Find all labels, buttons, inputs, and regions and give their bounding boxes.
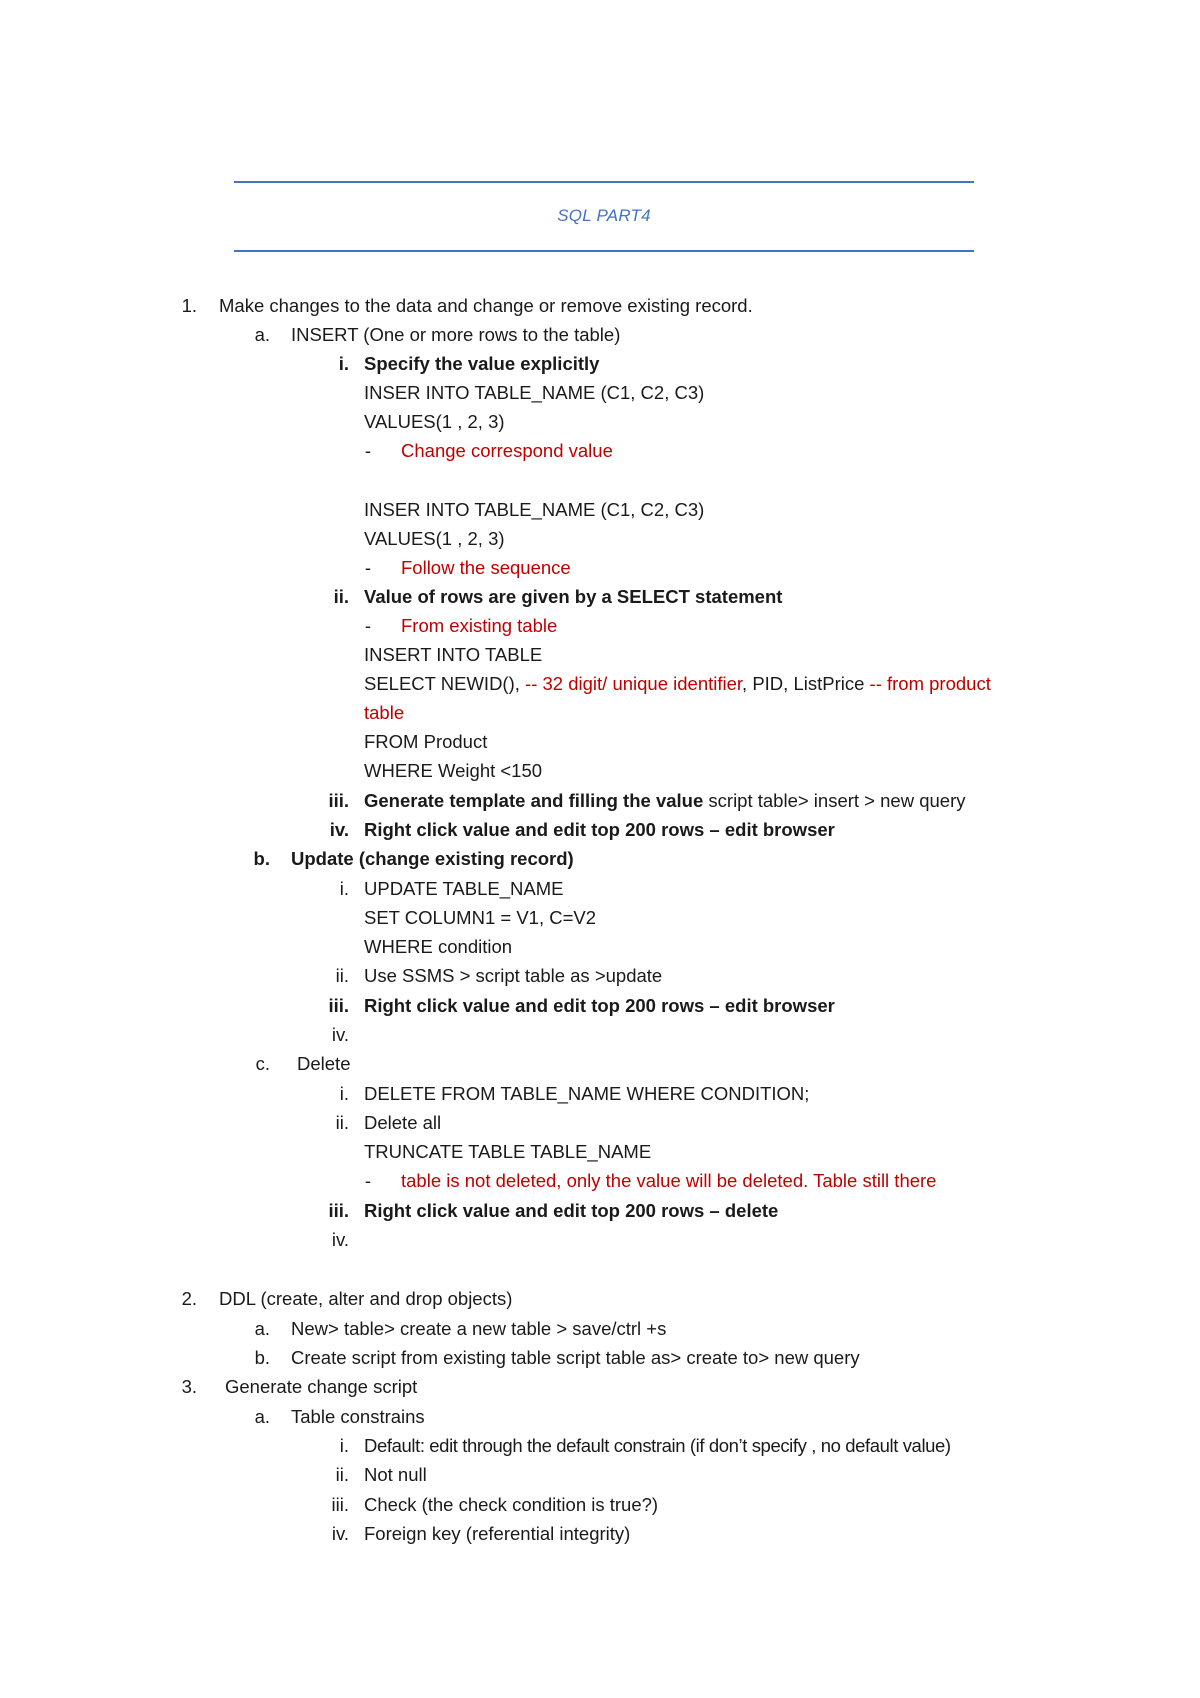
list-item-1c-iii: Right click value and edit top 200 rows – delete xyxy=(364,1200,779,1221)
list-marker: 3. xyxy=(181,1376,197,1397)
list-item-3a-ii: Not null xyxy=(364,1464,427,1485)
list-marker: 2. xyxy=(181,1288,197,1309)
list-marker: 1. xyxy=(181,295,197,316)
code-fragment: SELECT NEWID(), xyxy=(364,673,526,694)
list-item-1b: Update (change existing record) xyxy=(291,848,574,869)
list-marker: iii. xyxy=(331,1494,349,1515)
bold-fragment: Generate template and filling the value xyxy=(364,790,704,811)
list-item-2: DDL (create, alter and drop objects) xyxy=(219,1288,513,1309)
list-marker: iv. xyxy=(331,1229,349,1250)
list-marker: a. xyxy=(254,324,270,345)
list-marker: iii. xyxy=(328,1200,349,1221)
list-item-3a-i: Default: edit through the default constrain (if don’t specify , no default value) xyxy=(364,1435,951,1456)
list-item-1a-iv: Right click value and edit top 200 rows – edit browser xyxy=(364,819,835,840)
note-red: Change correspond value xyxy=(401,440,613,461)
list-marker: iii. xyxy=(328,995,349,1016)
code-line: VALUES(1 , 2, 3) xyxy=(364,528,505,549)
list-marker: ii. xyxy=(335,1464,349,1485)
note-red: From existing table xyxy=(401,615,558,636)
list-marker: i. xyxy=(339,878,349,899)
list-marker: c. xyxy=(255,1053,270,1074)
code-line: INSERT INTO TABLE xyxy=(364,644,543,665)
bottom-rule xyxy=(234,250,974,252)
list-item-2a: New> table> create a new table > save/ctrl +s xyxy=(291,1318,667,1339)
code-line: VALUES(1 , 2, 3) xyxy=(364,411,505,432)
list-marker: iv. xyxy=(329,819,349,840)
list-marker: a. xyxy=(254,1406,270,1427)
code-line: INSER INTO TABLE_NAME (C1, C2, C3) xyxy=(364,382,705,403)
list-item-1b-i: UPDATE TABLE_NAME xyxy=(364,878,564,899)
code-line: TRUNCATE TABLE TABLE_NAME xyxy=(364,1141,652,1162)
list-marker: iv. xyxy=(331,1523,349,1544)
comment-red: -- 32 digit/ unique identifier xyxy=(525,673,743,694)
note-red: table is not deleted, only the value will be deleted. Table still there xyxy=(401,1170,937,1191)
list-item-3a: Table constrains xyxy=(291,1406,425,1427)
list-item-3a-iii: Check (the check condition is true?) xyxy=(364,1494,659,1515)
list-marker: b. xyxy=(253,848,270,869)
list-item-3a-iv: Foreign key (referential integrity) xyxy=(364,1523,631,1544)
dash-marker: - xyxy=(364,1170,371,1191)
list-marker: a. xyxy=(254,1318,270,1339)
code-line: FROM Product xyxy=(364,731,488,752)
list-item-3: Generate change script xyxy=(225,1376,418,1397)
top-rule xyxy=(234,181,974,183)
list-marker: i. xyxy=(339,1083,349,1104)
list-item-1a-i: Specify the value explicitly xyxy=(364,353,600,374)
list-marker: i. xyxy=(339,1435,349,1456)
dash-marker: - xyxy=(364,615,371,636)
list-item-1c-ii: Delete all xyxy=(364,1112,442,1133)
list-marker: ii. xyxy=(333,586,349,607)
list-item-1a-ii: Value of rows are given by a SELECT statement xyxy=(364,586,783,607)
list-marker: iv. xyxy=(331,1024,349,1045)
list-item-2b: Create script from existing table script table as> create to> new query xyxy=(291,1347,860,1368)
code-line: WHERE Weight <150 xyxy=(364,760,543,781)
comment-red: -- from product xyxy=(869,673,991,694)
list-item-1a-iii xyxy=(364,790,965,812)
list-item-1b-iii: Right click value and edit top 200 rows – edit browser xyxy=(364,995,835,1016)
code-line: INSER INTO TABLE_NAME (C1, C2, C3) xyxy=(364,499,705,520)
document-title: SQL PART4 xyxy=(557,206,651,225)
dash-marker: - xyxy=(364,440,371,461)
list-marker: b. xyxy=(254,1347,270,1368)
comment-red: table xyxy=(364,702,405,723)
list-item-1b-ii: Use SSMS > script table as >update xyxy=(364,965,663,986)
list-item-1c: Delete xyxy=(297,1053,351,1074)
code-line: SET COLUMN1 = V1, C=V2 xyxy=(364,907,597,928)
list-marker: i. xyxy=(338,353,349,374)
list-item-1c-i: DELETE FROM TABLE_NAME WHERE CONDITION; xyxy=(364,1083,810,1104)
note-red: Follow the sequence xyxy=(401,557,571,578)
list-item-1a: INSERT (One or more rows to the table) xyxy=(291,324,621,345)
list-marker: ii. xyxy=(335,1112,349,1133)
list-item-1: Make changes to the data and change or remove existing record. xyxy=(219,295,753,316)
code-fragment: , PID, ListPrice xyxy=(742,673,870,694)
code-line: WHERE condition xyxy=(364,936,513,957)
code-line-mixed xyxy=(364,673,991,695)
dash-marker: - xyxy=(364,557,371,578)
list-marker: iii. xyxy=(328,790,349,811)
list-marker: ii. xyxy=(335,965,349,986)
text-fragment: script table> insert > new query xyxy=(703,790,966,811)
